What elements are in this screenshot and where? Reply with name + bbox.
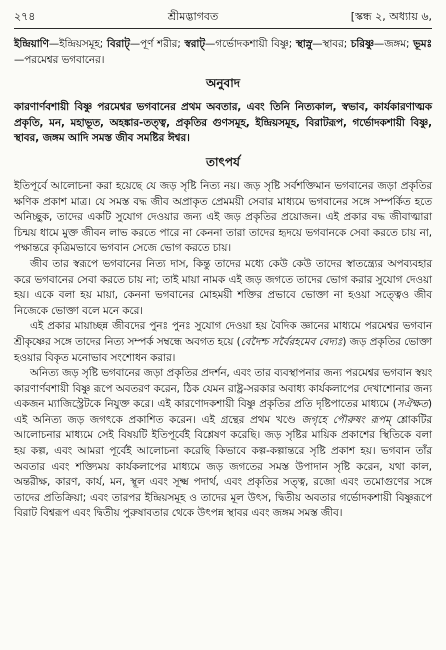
purport-paragraph	[14, 319, 432, 366]
vedic-quote: জগৃহে পৌরুষং রূপম্	[301, 413, 391, 426]
synonyms	[14, 37, 432, 68]
synonym-gloss: —গর্ভোদকশায়ী বিষ্ণু;	[204, 38, 296, 50]
purport-text: অনিত্য জড় সৃষ্টি ভগবানের জড়া প্রকৃতির প্রদর্শন, এবং তার ব্যবস্থাপনার জন্য পরমেশ্বর ভগবান স্বয়ং কারণার্ণবশায়ী বিষ্ণু রূপে অবতরণ করেন, ঠিক যেমন রাষ্ট্র-সরকার অবাধ্য কার্যকলাপের দেখাশোনার জন্য একজন ম্যাজিস্ট্রেটকে নিযুক্ত করে। এই কারণোদকশায়ী বিষ্ণু প্রকৃতির প্রতি দৃষ্টিপাতের মাধ্যমে (	[14, 367, 432, 411]
book-title: শ্রীমদ্ভাগবত	[167, 10, 219, 23]
synonym-gloss: —পরমেশ্বর ভগবানের।	[14, 53, 105, 66]
synonym-term: ভূমঃ	[413, 38, 432, 50]
translation-heading: অনুবাদ	[205, 76, 241, 91]
synonym-term: স্বরাট্	[184, 38, 205, 50]
synonym-gloss: —জঙ্গম;	[373, 38, 414, 50]
synonym-term: স্থাস্নু	[295, 38, 313, 50]
book-page	[14, 8, 432, 522]
purport-text: ) এই অনিত্য জড় জগৎকে প্রকাশিত করেন। এই গ্রন্থের প্রথম খণ্ডে	[14, 398, 432, 426]
synonym-term: চরিষ্ণু	[350, 38, 374, 50]
purport-text: ) জড় প্রকৃতির ভোক্তা হওয়ার বিকৃত মনোভাব সংশোধন করার।	[14, 335, 432, 364]
synonym-gloss: —ইন্দ্রিয়সমূহ;	[48, 38, 107, 50]
synonym-gloss: —স্থাবর;	[312, 38, 351, 50]
vedic-quote: সঐক্ষত	[396, 398, 428, 411]
purport-paragraph: জীব তার স্বরূপে ভগবানের নিত্য দাস, কিন্তু তাদের মধ্যে কেউ কেউ তাদের স্বাতন্ত্র্যের অপব্যবহার করে ভগবানের সেবা করতে চায় না; তাই মায়া নামক এই জড় জগতে তাদের ভোগ করার সুযোগ দেওয়া হয়। একে বলা হয় মায়া, কেননা ভগবানের মোহময়ী শক্তির প্রভাবে ভোক্তা না হওয়া সত্ত্বেও জীব নিজেকে ভোক্তা বলে মনে করে।	[14, 257, 432, 317]
synonym-term: ইন্দ্রিয়াণি	[14, 38, 49, 50]
vedic-quote: বেদৈশ্চ সর্বৈরহমেব বেদ্যঃ	[240, 335, 343, 348]
chapter-location: [স্কন্ধ ২, অধ্যায় ৬,	[350, 10, 432, 23]
synonym-gloss: —পূর্ণ শরীর;	[129, 38, 185, 50]
running-header	[14, 8, 432, 29]
purport-paragraph: ইতিপূর্বে আলোচনা করা হয়েছে যে জড় সৃষ্টি নিত্য নয়। জড় সৃষ্টি সর্বশক্তিমান ভগবানের জড়া প্রকৃতির ক্ষণিক প্রকাশ মাত্র। যে সমস্ত বদ্ধ জীব অপ্রাকৃত প্রেমময়ী সেবার মাধ্যমে ভগবানের সঙ্গে সম্পর্কিত হতে অনিচ্ছুক, তাদের একটি সুযোগ দেওয়ার জন্য এই জড় প্রকৃতির প্রয়োজন। এই প্রকার বদ্ধ জীবাত্মারা চিন্ময় ধামে মুক্ত জীবন লাভ করতে পারে না কেননা তারা তাদের হৃদয়ে ভগবানকে সেবা করতে চায় না, পক্ষান্তরে কৃত্রিমভাবে ভগবান সেজে ভোগ করতে চায়।	[14, 179, 432, 255]
purport-paragraph	[14, 366, 432, 522]
translation-text: কারণার্ণবশায়ী বিষ্ণু পরমেশ্বর ভগবানের প্রথম অবতার, এবং তিনি নিত্যকাল, স্বভাব, কার্যকারণাত্মক প্রকৃতি, মন, মহাভূত, অহঙ্কার-তত্ত্ব, প্রকৃতির গুণসমূহ, ইন্দ্রিয়সমূহ, বিরাটরূপ, গর্ভোদকশায়ী বিষ্ণু, স্থাবর, জঙ্গম আদি সমস্ত জীব সমষ্টির ঈশ্বর।	[14, 101, 432, 145]
page-number: ২৭৪	[14, 10, 36, 23]
synonym-term: বিরাট্	[106, 38, 130, 50]
purport-heading: তাৎপর্য	[206, 154, 240, 169]
purport-text: শ্লোকটির আলোচনার মাধ্যমে সেই বিষয়টি ইতিপূর্বেই বিশ্লেষণ করেছি। জড় সৃষ্টির মায়িক প্রকাশের স্থিতিকে বলা হয় কল্প, এবং আমরা পূর্বেই আলোচনা করেছি কিভাবে কল্প-কল্পান্তরে সৃষ্টি প্রকাশ হয়। ভগবান তাঁর অবতার এবং শক্ত্যিময় কার্যকলাপের মাধ্যমে জড় জগতের সমস্ত উপাদান সৃষ্টি করেন, যথা কাল, অন্তরীক্ষ, কারণ, কার্য, মন, স্থূল এবং সূক্ষ্ম পদার্থ, এবং প্রকৃতির সত্ত্ব, রজো এবং তমোগুণের সঙ্গে তাদের প্রতিক্রিয়া; এবং তারপর ইন্দ্রিয়সমূহ ও তাদের মূল উৎস, দ্বিতীয় অবতার গর্ভোদকশায়ী বিষ্ণুরূপে বিরাট বিশ্বরূপ এবং দ্বিতীয় পুরুষাবতার থেকে উৎপন্ন স্থাবর এবং জঙ্গম সমস্ত জীব।	[14, 413, 432, 520]
purport-text: এই প্রকার মায়াচ্ছন্ন জীবদের পুনঃ পুনঃ সুযোগ দেওয়া হয় বৈদিক জ্ঞানের মাধ্যমে পরমেশ্বর ভগবান শ্রীকৃষ্ণের সঙ্গে তাদের নিত্য সম্পর্ক সম্বন্ধে অবগত হয়ে (	[14, 320, 432, 348]
